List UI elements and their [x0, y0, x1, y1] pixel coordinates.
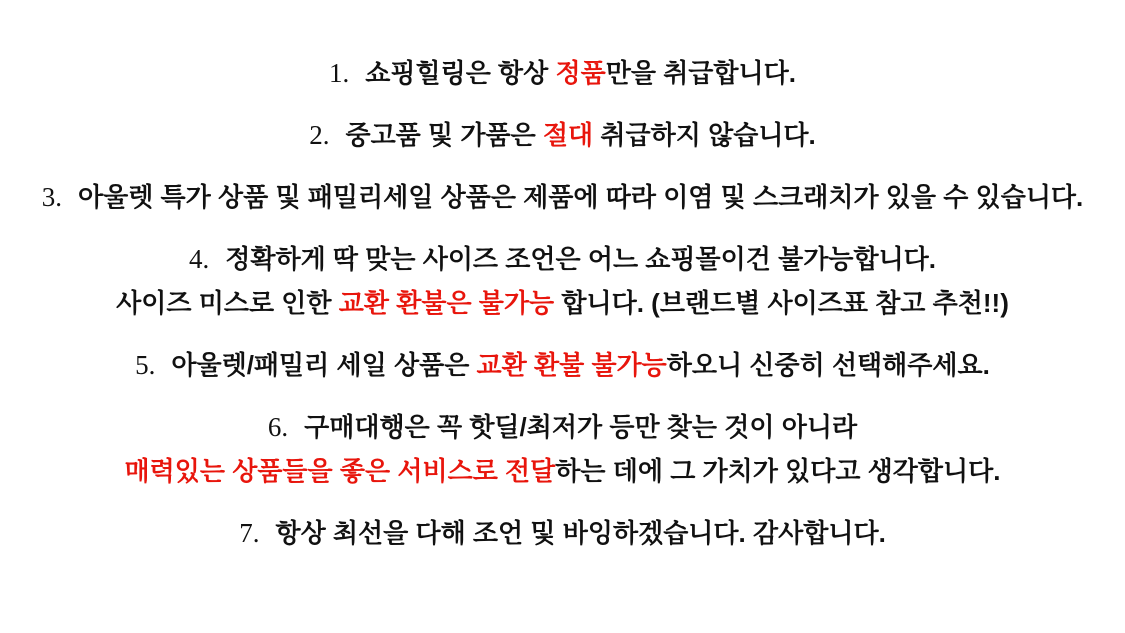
item-number: 1. [328, 58, 350, 88]
item-number: 6. [267, 412, 289, 442]
notice-text-segment: 합니다. (브랜드별 사이즈표 참고 추천!!) [554, 288, 1009, 318]
notice-text-segment: 하오니 신중히 선택해주세요. [666, 350, 990, 380]
notice-text-segment: 쇼핑힐링은 항상 [365, 58, 556, 88]
notice-text-segment: 하는 데에 그 가치가 있다고 생각합니다. [555, 456, 1001, 486]
notice-text-segment-highlight: 정품 [555, 58, 606, 88]
notice-text-segment: 만을 취급합니다. [605, 58, 796, 88]
notice-text-segment: 아울렛 특가 상품 및 패밀리세일 상품은 제품에 따라 이염 및 스크래치가 있을 수 있습니다. [77, 182, 1084, 212]
notice-line-3 [0, 180, 1125, 214]
notice-line-7 [0, 516, 1125, 550]
notice-text-segment-highlight: 절대 [542, 120, 594, 150]
notice-text-segment: 사이즈 미스로 인한 [116, 288, 339, 318]
notice-line-6 [0, 410, 1125, 444]
notice-text-segment: 아울렛/패밀리 세일 상품은 [171, 350, 477, 380]
notice-text-segment-highlight: 교환 환불은 불가능 [338, 288, 555, 318]
notice-line-4 [0, 242, 1125, 276]
notice-line-2 [0, 118, 1125, 152]
item-number: 7. [239, 518, 260, 548]
item-number: 2. [309, 120, 330, 150]
notice-text-segment-highlight: 교환 환불 불가능 [476, 350, 667, 380]
notice-text-segment: 정확하게 딱 맞는 사이즈 조언은 어느 쇼핑몰이건 불가능합니다. [225, 244, 937, 274]
notice-line-6-continued [0, 454, 1125, 488]
notice-line-5 [0, 348, 1125, 382]
notice-text-segment-highlight: 매력있는 상품들을 좋은 서비스로 전달 [124, 456, 556, 486]
notice-text-segment: 취급하지 않습니다. [593, 120, 816, 150]
notice-text-segment: 구매대행은 꼭 핫딜/최저가 등만 찾는 것이 아니라 [304, 412, 858, 442]
notice-line-1 [0, 56, 1125, 90]
notice-line-4-continued [0, 286, 1125, 320]
item-number: 4. [188, 244, 210, 274]
notice-text-segment: 중고품 및 가품은 [345, 120, 543, 150]
item-number: 5. [135, 350, 156, 380]
item-number: 3. [41, 182, 62, 212]
notice-text-segment: 항상 최선을 다해 조언 및 바잉하겠습니다. 감사합니다. [275, 518, 886, 548]
